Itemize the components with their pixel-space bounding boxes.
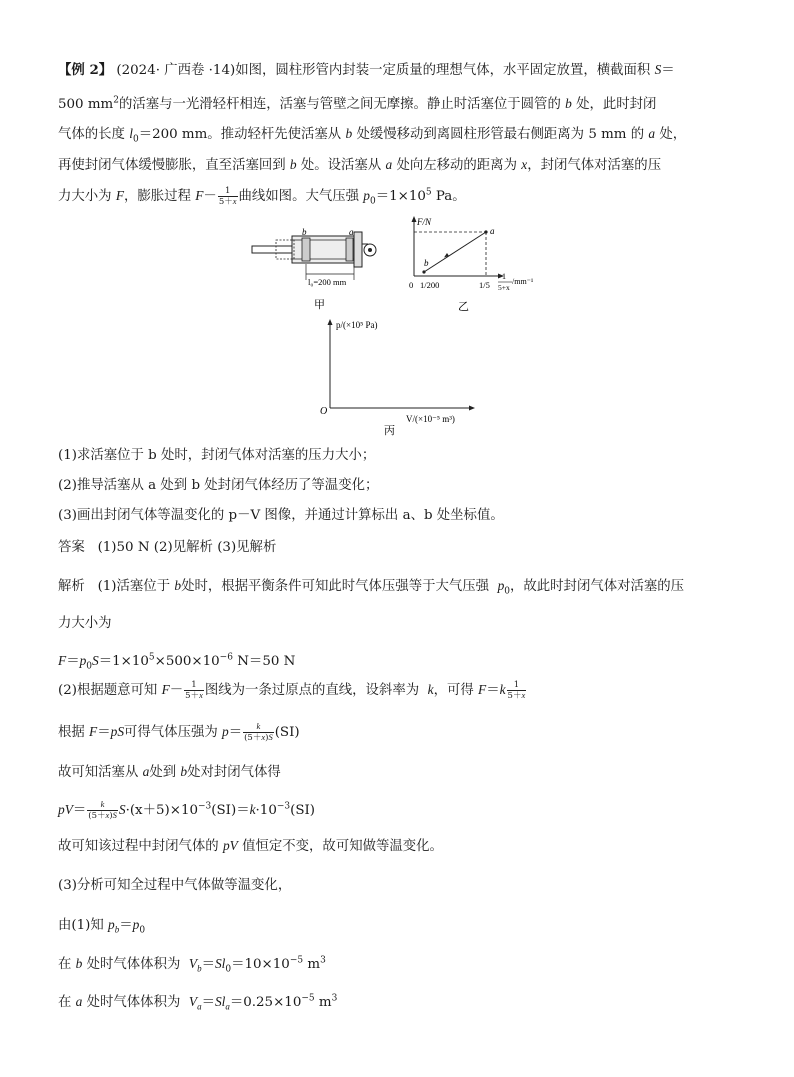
var-b: b <box>345 126 353 141</box>
eq-sign: ＝ <box>661 63 675 78</box>
pV-graph <box>316 314 486 436</box>
analysis-line-4: 根据 F＝pS可得气体压强为 p＝ $\frac{k}{(5+x)S}$ (SI) <box>58 721 300 743</box>
analysis-text: 根据 <box>58 725 85 740</box>
analysis-line-7 <box>58 876 291 896</box>
analysis-line-6: 故可知该过程中封闭气体的 pV 值恒定不变，故可知做等温变化。 <box>58 838 443 854</box>
eq-part: ·(x＋5)×10 <box>125 803 198 818</box>
cylinder-diagram <box>250 222 390 312</box>
analysis-line-10: 在 a 处时气体体积为 $V_a=Sl_a=0.25\times 10^{-5}$ $m^3$ <box>58 993 338 1012</box>
analysis-text: (3)分析可知全过程中气体做等温变化， <box>58 878 292 893</box>
analysis-text: (SI) <box>274 725 300 740</box>
figure-jia <box>250 222 390 312</box>
eq-part: N＝50 N <box>232 654 296 669</box>
equation-2: pV＝ $\frac{k}{(5+x)S}$ $S\cdot(x+5)\times 10^{-3}(SI)=k\cdot 10^{-3}(SI)$ <box>58 799 316 821</box>
fraction: $\frac{1}{5+x}$ <box>218 185 237 207</box>
example-tag: 【例 2】 <box>58 62 113 78</box>
figure-bing <box>316 314 486 436</box>
analysis-text: 处对封闭气体得 <box>187 765 281 780</box>
eq-part: ＝1×10 <box>98 654 149 669</box>
question-2: (2)推导活塞从 a 处到 b 处封闭气体经历了等温变化； <box>58 478 379 493</box>
analysis-text: 处时，根据平衡条件可知此时气体压强等于大气压强 <box>181 579 490 594</box>
yi-x-unit: /mm⁻¹ <box>512 277 534 286</box>
problem-text: 如图，圆柱形管内封装一定质量的理想气体，水平固定放置，横截面积 <box>235 63 651 78</box>
problem-text: ＝200 mm。推动轻杆先使活塞从 <box>138 127 342 142</box>
yi-xfrac-num: 1 <box>502 272 506 281</box>
analysis-line-3: (2)根据题意可知 F－ $\frac{1}{5+x}$ 图线为一条过原点的直线，设斜率为 k，可得 F＝k $\frac{1}{5+x}$ <box>58 679 526 701</box>
area-value: 500 mm <box>58 97 114 112</box>
analysis-text: 由(1)知 <box>58 918 104 933</box>
analysis-text: 在 <box>58 995 72 1010</box>
eq-part: ·10 <box>255 803 277 818</box>
problem-text: ，膨胀过程 <box>124 189 191 204</box>
answer-line <box>58 538 276 558</box>
question-1: (1)求活塞位于 b 处时，封闭气体对活塞的压力大小； <box>58 448 376 463</box>
analysis-text: ，故此时封闭气体对活塞的压 <box>510 579 685 594</box>
var-l0: l <box>129 126 133 141</box>
var-a: a <box>648 126 656 141</box>
analysis-text: 力大小为 <box>58 616 112 631</box>
problem-text: 处向左移动的距离为 <box>396 158 517 173</box>
analysis-text: 故可知该过程中封闭气体的 <box>58 839 219 854</box>
answer-label: 答案 <box>58 540 85 555</box>
problem-line-4 <box>58 155 661 176</box>
analysis-text: 在 <box>58 957 72 972</box>
yi-axis-F: F/N <box>417 217 432 227</box>
analysis-line-5: 故可知活塞从 a处到 b处对封闭气体得 <box>58 764 281 780</box>
atm-pressure: ＝1×10 <box>375 189 426 204</box>
analysis-text: 处到 <box>149 765 177 780</box>
problem-text: 气体的长度 <box>58 127 125 142</box>
problem-text: Pa。 <box>431 189 466 204</box>
var-b: b <box>289 157 297 172</box>
bing-axis-p: p/(×10⁵ Pa) <box>336 320 378 330</box>
analysis-line-8: 由(1)知 $p_b=p_0$ <box>58 917 146 936</box>
var-S: S <box>654 62 662 77</box>
analysis-text: (2)根据题意可知 <box>58 683 158 698</box>
bing-origin: O <box>320 406 328 417</box>
bing-axis-V: V/(×10⁻⁵ m³) <box>406 414 455 424</box>
analysis-text: 可得气体压强为 <box>124 725 218 740</box>
problem-line-2: 500 $mm^2$的活塞与一光滑轻杆相连，活塞与管壁之间无摩擦。静止时活塞位于圆管的 b 处，此时封闭 <box>58 95 657 112</box>
equation-1: $F=p_0S=1\times 10^5\times 500\times 10^{-6}$ N＝50 N <box>58 652 296 672</box>
jia-caption: 甲 <box>314 299 325 311</box>
analysis-text: (1)活塞位于 <box>97 579 171 594</box>
yi-point-a: a <box>490 226 495 236</box>
problem-text: 处， <box>659 127 687 142</box>
problem-text: 处。设活塞从 <box>300 158 382 173</box>
analysis-line-1: 解析 (1)活塞位于 b处时，根据平衡条件可知此时气体压强等于大气压强 $p_0$，故此时封闭气体对活塞的压 <box>58 578 685 597</box>
jia-length-label: l₀=200 mm <box>308 277 347 287</box>
bing-caption: 丙 <box>384 425 395 436</box>
eq-part: (SI)＝ <box>211 803 250 818</box>
yi-xfrac-den: 5+x <box>498 283 510 292</box>
var-x: x <box>521 157 528 172</box>
problem-text: 处，此时封闭 <box>576 97 657 112</box>
answer-text: (1)50 N (2)见解析 (3)见解析 <box>97 540 277 555</box>
yi-point-b: b <box>424 258 429 268</box>
yi-caption: 乙 <box>458 301 469 312</box>
jia-label-b: b <box>302 227 307 237</box>
eq-part: m <box>314 995 332 1010</box>
analysis-text: 处时气体体积为 <box>86 995 181 1010</box>
analysis-line-9: 在 b 处时气体体积为 $V_b=Sl_0=10\times 10^{-5}$ $m^3$ <box>58 955 326 975</box>
analysis-text: 处时气体体积为 <box>86 957 181 972</box>
var-F: F <box>115 188 125 203</box>
problem-source: (2024· 广西卷 ·14) <box>116 63 236 78</box>
eq-part: (SI) <box>290 803 316 818</box>
eq-part: m <box>303 957 321 972</box>
problem-text: 再使封闭气体缓慢膨胀，直至活塞回到 <box>58 158 286 173</box>
problem-text: 力大小为 <box>58 189 112 204</box>
yi-tick-1: 1/200 <box>420 280 440 290</box>
problem-line-5: 力大小为 F，膨胀过程 F－ $\frac{1}{5+x}$ 曲线如图。大气压强 $p_0=1\times 10^5$ Pa。 <box>58 185 466 207</box>
problem-line-3: 气体的长度 $l_0=200$ mm。推动轻杆先使活塞从 b 处缓慢移动到离圆柱形管最右侧距离为 5 mm 的 a 处， <box>58 126 687 145</box>
eq-part: ×500×10 <box>154 654 220 669</box>
eq-part: ＝10×10 <box>231 957 290 972</box>
problem-text: 处缓慢移动到离圆柱形管最右侧距离为 5 mm 的 <box>356 127 645 142</box>
analysis-text: 故可知活塞从 <box>58 765 139 780</box>
problem-line-1 <box>58 60 675 81</box>
analysis-text: ，可得 <box>433 683 474 698</box>
problem-text: 的活塞与一光滑轻杆相连，活塞与管壁之间无摩擦。静止时活塞位于圆管的 <box>118 97 561 112</box>
eq-part: ＝0.25×10 <box>229 995 302 1010</box>
F-graph <box>404 214 554 312</box>
var-a: a <box>385 157 393 172</box>
question-3: (3)画出封闭气体等温变化的 p－V 图像，并通过计算标出 a、b 处坐标值。 <box>58 508 504 523</box>
problem-text: 曲线如图。大气压强 <box>238 189 360 204</box>
yi-origin: 0 <box>409 280 414 290</box>
analysis-text: 值恒定不变，故可知做等温变化。 <box>242 839 443 854</box>
analysis-text: 图线为一条过原点的直线，设斜率为 <box>204 683 420 698</box>
jia-label-a: a <box>349 227 354 237</box>
var-b: b <box>565 96 572 111</box>
analysis-label: 解析 <box>58 579 85 594</box>
figure-yi <box>404 214 554 312</box>
problem-text: ，封闭气体对活塞的压 <box>527 158 662 173</box>
yi-tick-2: 1/5 <box>479 280 490 290</box>
analysis-line-2 <box>58 614 112 634</box>
